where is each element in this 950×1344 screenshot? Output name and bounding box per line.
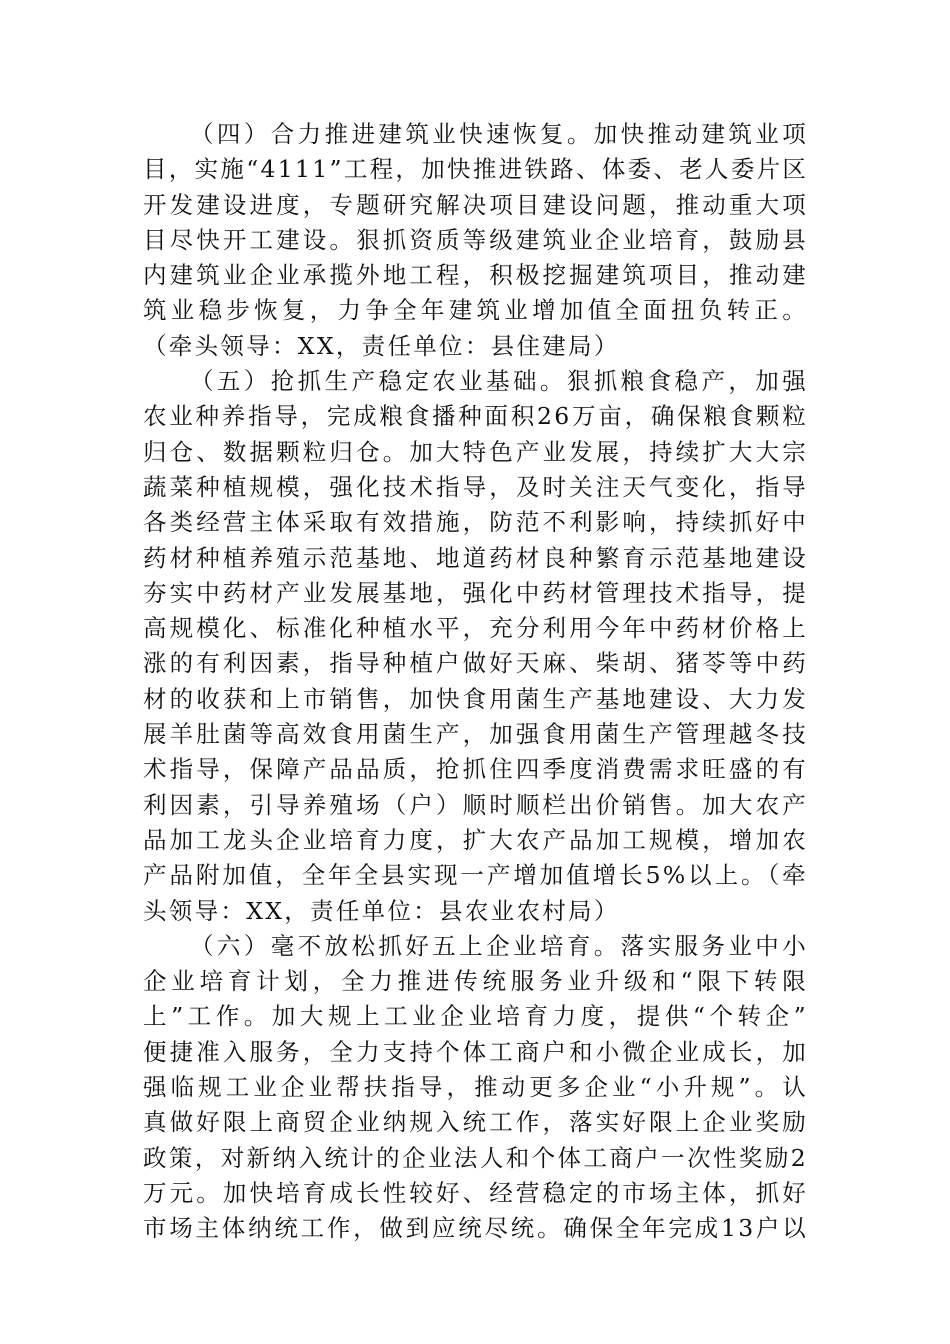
text-line: 各类经营主体采取有效措施，防范不利影响，持续抓好中 [143,508,808,537]
text-line: 企业培育计划，全力推进传统服务业升级和“限下转限 [143,967,808,996]
text-line: 政策，对新纳入统计的企业法人和个体工商户一次性奖励2 [143,1143,808,1172]
text-line: 涨的有利因素，指导种植户做好天麻、柴胡、猪苓等中药 [143,649,808,678]
text-line: 产品附加值，全年全县实现一产增加值增长5%以上。（牵 [143,861,808,890]
text-line: （牵头领导：XX，责任单位：县住建局） [143,331,620,360]
text-line: （五）抢抓生产稳定农业基础。狠抓粮食稳产，加强 [190,367,808,396]
text-line: 筑业稳步恢复，力争全年建筑业增加值全面扭负转正。 [143,296,808,325]
text-line: 目，实施“4111”工程，加快推进铁路、体委、老人委片区 [143,155,809,184]
text-line: 高规模化、标准化种植水平，充分利用今年中药材价格上 [143,614,808,643]
paragraph-agriculture [143,364,808,929]
document-page [143,117,808,1247]
text-line: 目尽快开工建设。狠抓资质等级建筑业企业培育，鼓励县 [143,225,808,254]
text-line: 上”工作。加大规上工业企业培育力度，提供“个转企” [143,1002,808,1031]
text-line: 市场主体纳统工作，做到应统尽统。确保全年完成13户以 [143,1214,808,1243]
paragraph-construction [143,117,808,364]
paragraph-enterprise [143,929,808,1247]
text-line: （四）合力推进建筑业快速恢复。加快推动建筑业项 [190,120,808,148]
text-line: 利因素，引导养殖场（户）顺时顺栏出价销售。加大农产 [143,790,808,819]
text-line: 材的收获和上市销售，加快食用菌生产基地建设、大力发 [143,684,808,713]
text-line: 蔬菜种植规模，强化技术指导，及时关注天气变化，指导 [143,472,808,501]
text-line: 农业种养指导，完成粮食播种面积26万亩，确保粮食颗粒 [143,402,808,431]
text-line: 开发建设进度，专题研究解决项目建设问题，推动重大项 [143,190,808,219]
text-line: 万元。加快培育成长性较好、经营稳定的市场主体，抓好 [143,1178,808,1207]
text-line: 品加工龙头企业培育力度，扩大农产品加工规模，增加农 [143,825,808,854]
text-line: 夯实中药材产业发展基地，强化中药材管理技术指导，提 [143,578,808,607]
text-line: 归仓、数据颗粒归仓。加大特色产业发展，持续扩大大宗 [143,437,808,466]
text-line: 展羊肚菌等高效食用菌生产，加强食用菌生产管理越冬技 [143,720,808,749]
text-line: 强临规工业企业帮扶指导，推动更多企业“小升规”。认 [143,1073,808,1102]
text-line: 便捷准入服务，全力支持个体工商户和小微企业成长，加 [143,1037,808,1066]
text-line: 真做好限上商贸企业纳规入统工作，落实好限上企业奖励 [143,1108,808,1137]
text-line: 术指导，保障产品品质，抢抓住四季度消费需求旺盛的有 [143,755,808,784]
text-line: 头领导：XX，责任单位：县农业农村局） [143,896,620,925]
text-line: （六）毫不放松抓好五上企业培育。落实服务业中小 [190,931,808,960]
text-line: 内建筑业企业承揽外地工程，积极挖掘建筑项目，推动建 [143,261,808,290]
text-line: 药材种植养殖示范基地、地道药材良种繁育示范基地建设 [143,543,808,572]
